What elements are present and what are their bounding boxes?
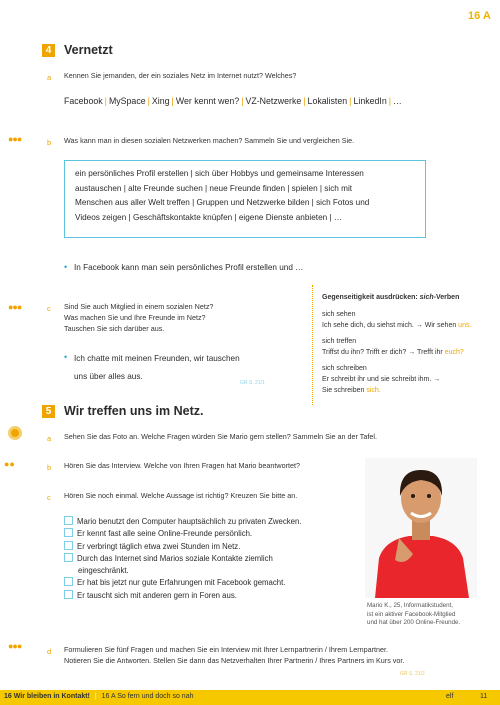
checkbox[interactable] [64, 541, 73, 550]
network-item: MySpace [108, 96, 146, 106]
photo-caption: Mario K., 25, Informatikstudent, ist ein aktiver Facebook-Mitglied und hat über 200 Online-Freunde. [367, 602, 461, 626]
statement-row[interactable]: Er hat bis jetzt nur gute Erfahrungen mit Facebook gemacht. [64, 577, 302, 589]
task-5c-text: Hören Sie noch einmal. Welche Aussage ist richtig? Kreuzen Sie bitte an. [64, 491, 298, 500]
aside-example: Sie schreiben sich. [322, 387, 381, 394]
statement-row[interactable]: Er verbringt täglich etwa zwei Stunden im Netz. [64, 541, 302, 553]
footer-page-word: elf [446, 693, 454, 700]
aside-title: Gegenseitigkeit ausdrücken: sich-Verben [322, 294, 460, 301]
task-4a-letter: a [47, 73, 52, 82]
aside-heading: sich schreiben [322, 365, 367, 372]
bullet-icon: • [64, 352, 68, 362]
task-5d-line: Notieren Sie die Antworten. Stellen Sie dann das Netzverhalten Ihrer Partnerin / Ihres Partners im Kurs vor. [64, 656, 405, 665]
task-4a-text: Kennen Sie jemanden, der ein soziales Netz im Internet nutzt? Welches? [64, 71, 297, 80]
task-4c-letter: c [47, 304, 51, 313]
network-item: … [393, 96, 402, 106]
audio-icon: ●● [4, 459, 15, 469]
aside-example: Triffst du ihn? Trifft er dich? → Trefft ihr euch? [322, 349, 464, 356]
statement-row[interactable]: Er tauscht sich mit anderen gern in Foren aus. [64, 590, 302, 602]
network-item: Lokalisten [307, 96, 348, 106]
task-5b-letter: b [47, 463, 52, 472]
network-list: Facebook | MySpace | Xing | Wer kennt wen? | VZ-Netzwerke | Lokalisten | LinkedIn | … [64, 96, 402, 106]
statement-row[interactable]: Er kennt fast alle seine Online-Freunde persönlich. [64, 528, 302, 540]
activities-line: Videos zeigen | Geschäftskontakte knüpfen | eigene Dienste anbieten | … [75, 212, 343, 222]
network-item: Xing [151, 96, 170, 106]
activities-line: Menschen aus aller Welt treffen | Gruppen und Netzwerke bilden | sich Fotos und [75, 198, 370, 207]
section-5-title: Wir treffen uns im Netz. [64, 404, 204, 418]
page-tag: 16 A [468, 10, 491, 22]
statement-row[interactable]: Durch das Internet sind Marios soziale Kontakte ziemlich [64, 553, 302, 565]
cd-icon [8, 426, 22, 440]
network-item: VZ-Netzwerke [245, 96, 302, 106]
checkbox[interactable] [64, 577, 73, 586]
statement-row-continued: eingeschränkt. [78, 566, 129, 576]
task-4b-letter: b [47, 138, 52, 147]
section-4-title: Vernetzt [64, 43, 113, 57]
task-4c-line: Tauschen Sie sich darüber aus. [64, 324, 165, 333]
task-5d-letter: d [47, 647, 52, 656]
bullet-icon: • [64, 262, 68, 272]
task-5d-line: Formulieren Sie fünf Fragen und machen Sie ein Interview mit Ihrer Lernpartnerin / Ihrem Lernpartner. [64, 645, 388, 654]
statement-row[interactable]: Mario benutzt den Computer hauptsächlich zu privaten Zwecken. [64, 516, 302, 528]
footer-chapter: 16 Wir bleiben in Kontakt! | 16 A So fern und doch so nah [4, 693, 194, 700]
task-5b-text: Hören Sie das Interview. Welche von Ihren Fragen hat Mario beantwortet? [64, 461, 300, 470]
task-4c-line: Was machen Sie und Ihre Freunde im Netz? [64, 313, 206, 322]
activities-box [64, 160, 426, 238]
grammar-reference: GR S. 21/2 [400, 671, 425, 677]
pair-work-icon: ●●● [8, 641, 22, 651]
aside-heading: sich treffen [322, 338, 357, 345]
footer-page-number: 11 [480, 693, 488, 700]
task-4c-line: Sind Sie auch Mitglied in einem sozialen Netz? [64, 302, 214, 311]
network-item: LinkedIn [353, 96, 387, 106]
network-item: Facebook [64, 96, 103, 106]
network-item: Wer kennt wen? [175, 96, 240, 106]
checkbox[interactable] [64, 590, 73, 599]
task-5a-text: Sehen Sie das Foto an. Welche Fragen würden Sie Mario gern stellen? Sammeln Sie an der Tafel. [64, 432, 377, 441]
mario-illustration [365, 458, 477, 598]
grammar-reference: GR S. 21/1 [240, 380, 265, 386]
pair-work-icon: ●●● [8, 134, 22, 144]
pair-work-icon: ●●● [8, 302, 22, 312]
example-sentence: In Facebook kann man sein persönliches Profil erstellen und … [74, 263, 304, 272]
task-4c-example: uns über alles aus. [74, 372, 143, 381]
section-4-number: 4 [42, 44, 55, 57]
aside-example: Er schreibt ihr und sie schreibt ihm. → [322, 376, 441, 383]
task-4c-example: Ich chatte mit meinen Freunden, wir tauschen [74, 354, 240, 363]
checkbox[interactable] [64, 553, 73, 562]
section-5-number: 5 [42, 405, 55, 418]
statement-list [64, 516, 302, 602]
checkbox[interactable] [64, 528, 73, 537]
aside-example: Ich sehe dich, du siehst mich. → Wir sehen uns. [322, 322, 472, 329]
activities-line: ein persönliches Profil erstellen | sich über Hobbys und gemeinsame Interessen [75, 169, 364, 178]
task-5c-letter: c [47, 493, 51, 502]
aside-heading: sich sehen [322, 311, 356, 318]
task-5a-letter: a [47, 434, 52, 443]
checkbox[interactable] [64, 516, 73, 525]
mario-photo [365, 458, 477, 598]
activities-line: austauschen | alte Freunde suchen | neue Freunde finden | spielen | sich mit [75, 183, 353, 193]
task-4b-text: Was kann man in diesen sozialen Netzwerken machen? Sammeln Sie und vergleichen Sie. [64, 136, 355, 145]
